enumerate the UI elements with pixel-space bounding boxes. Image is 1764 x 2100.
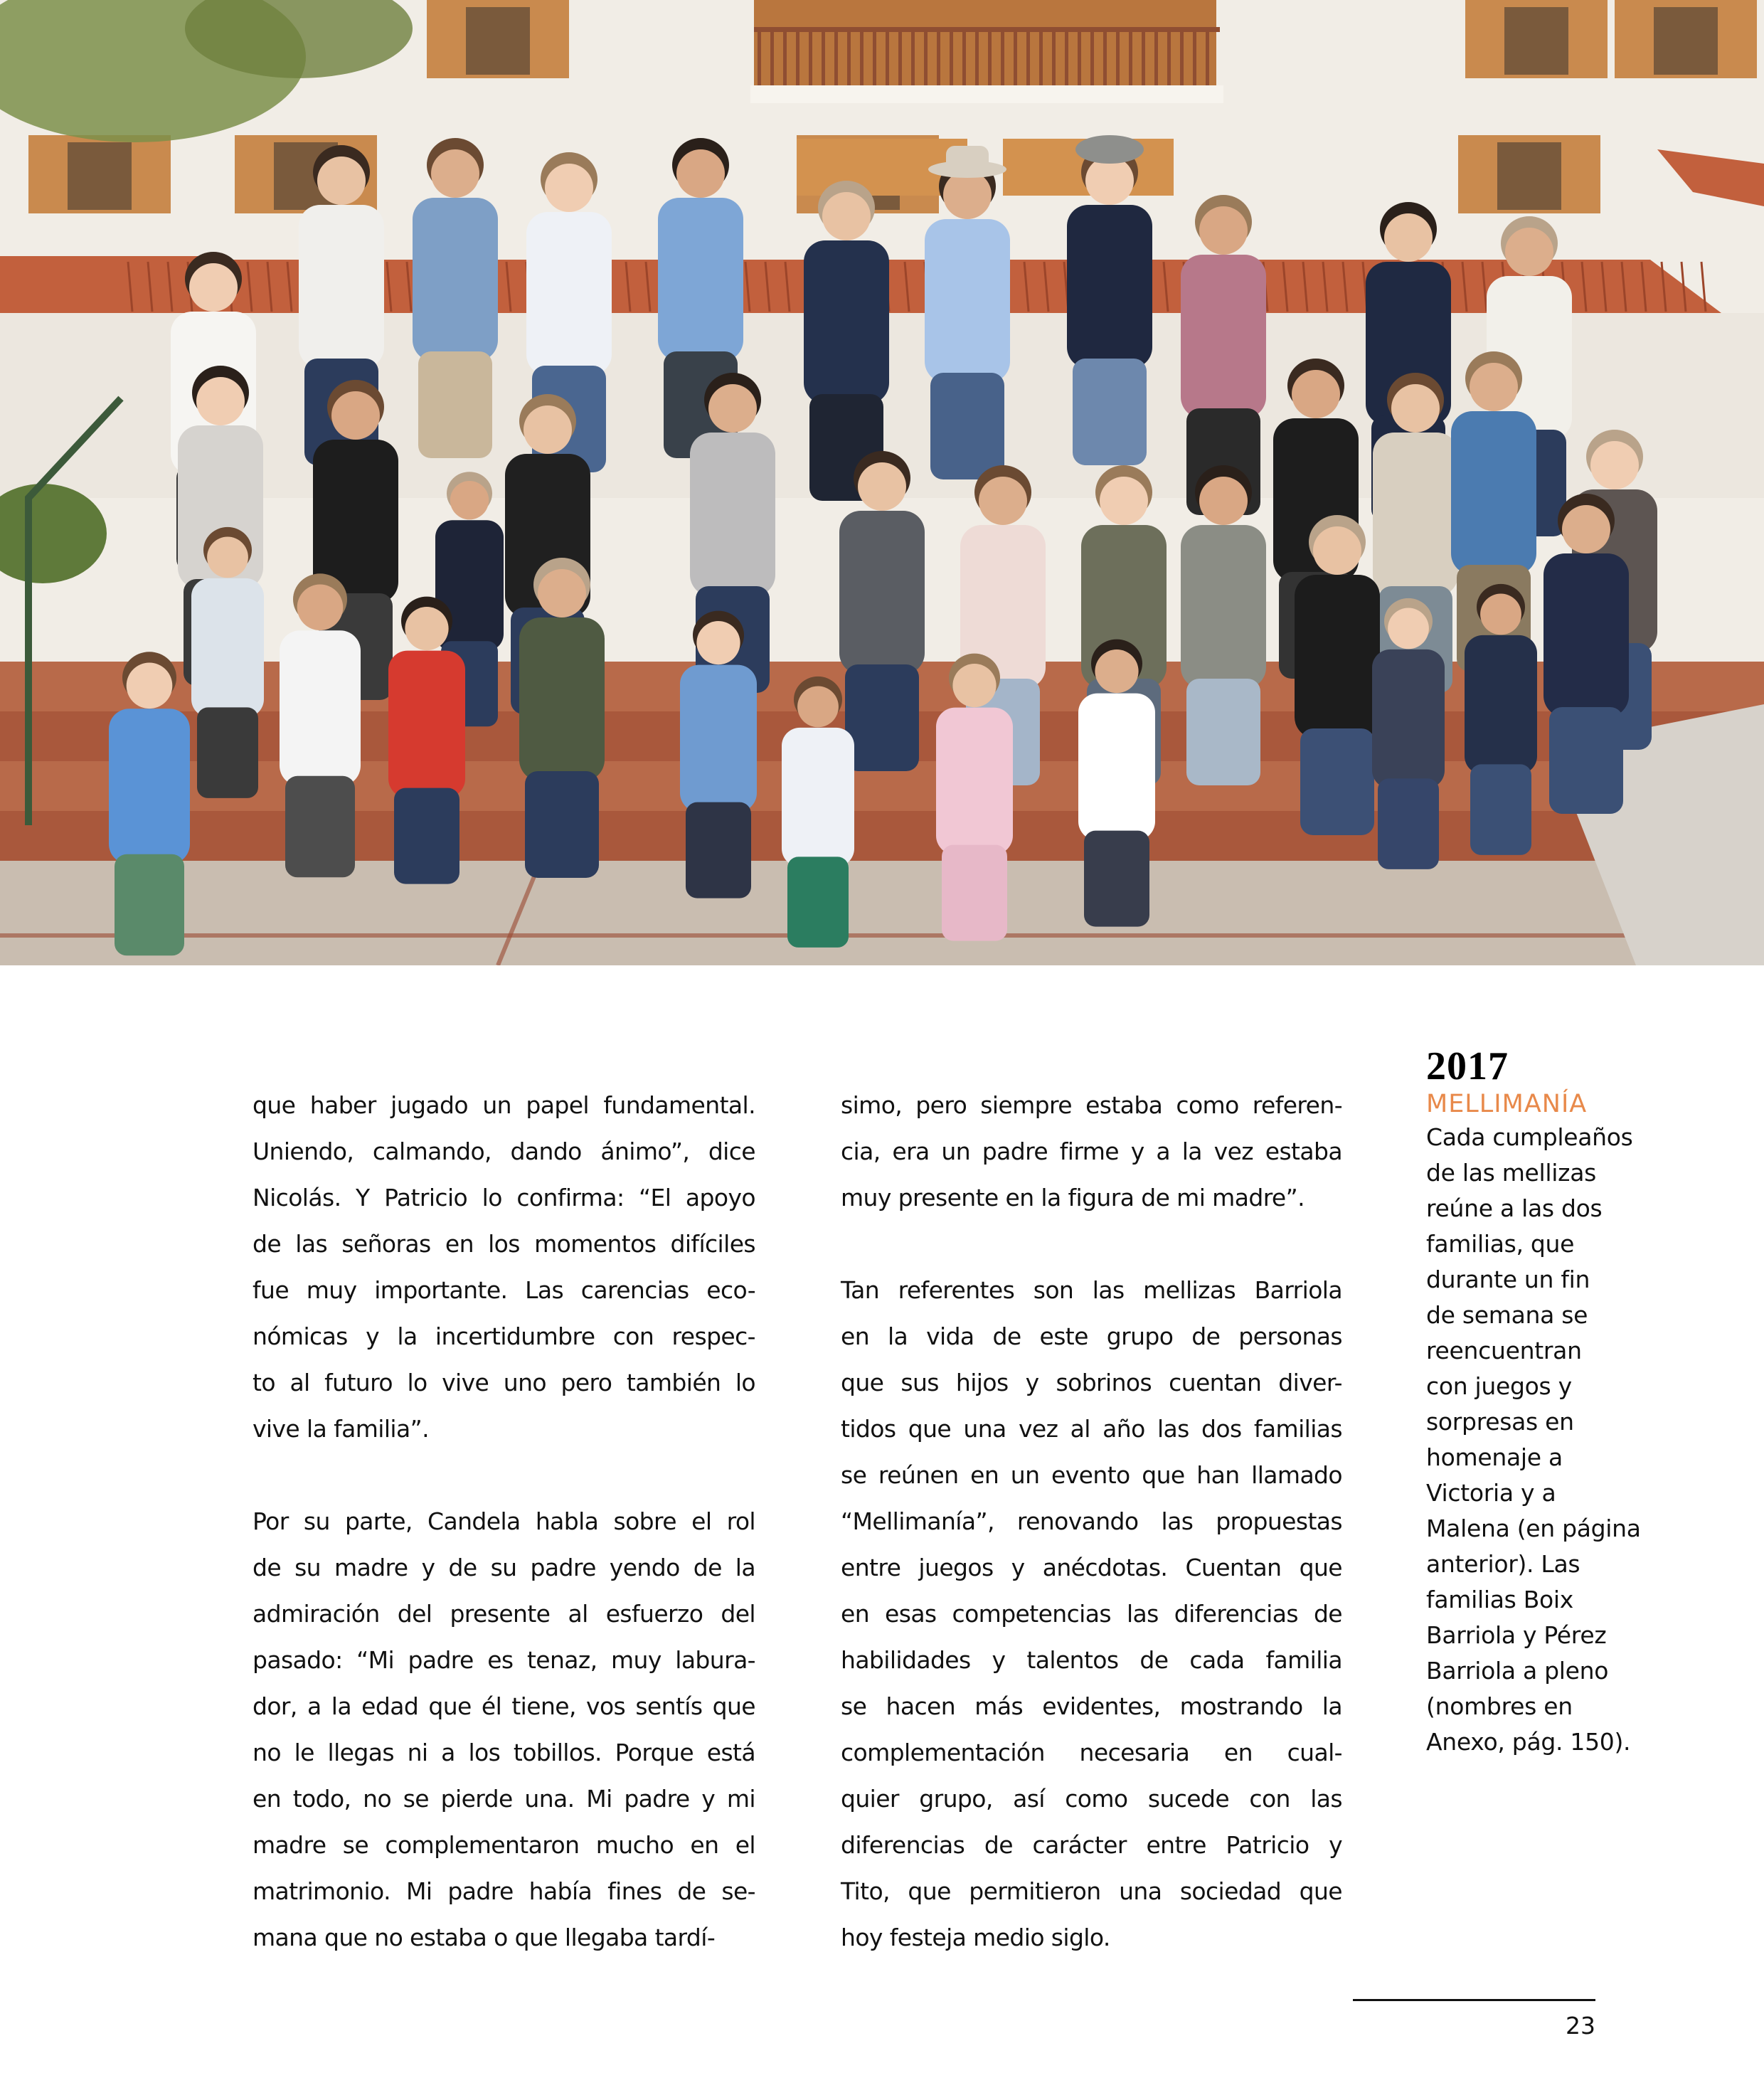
article-text-line: Tan referentes son las mellizas Barriola bbox=[841, 1276, 1342, 1304]
balcony-rail bbox=[1154, 28, 1158, 85]
person-face bbox=[1199, 477, 1248, 525]
person-torso bbox=[1373, 433, 1458, 596]
person-face bbox=[696, 621, 740, 664]
person-face bbox=[1391, 384, 1440, 433]
caption-line: Anexo, pág. 150). bbox=[1426, 1728, 1631, 1756]
caption-line: familias, que bbox=[1426, 1230, 1575, 1258]
article-text-line: vive la familia”. bbox=[253, 1415, 429, 1443]
caption-line: de semana se bbox=[1426, 1301, 1588, 1329]
balcony-rail bbox=[1052, 28, 1056, 85]
person-legs bbox=[285, 776, 355, 878]
person-face bbox=[708, 384, 757, 433]
person-face bbox=[127, 663, 173, 709]
caption-line: de las mellizas bbox=[1426, 1159, 1597, 1187]
person-face bbox=[1562, 505, 1610, 553]
article-text-line: cia, era un padre firme y a la vez estaba bbox=[841, 1138, 1342, 1165]
person-legs bbox=[394, 788, 459, 884]
person-torso bbox=[1078, 694, 1155, 841]
person-legs bbox=[942, 845, 1007, 941]
article-text-line: Tito, que permitieron una sociedad que bbox=[841, 1877, 1342, 1905]
person-legs bbox=[930, 373, 1004, 479]
article-text-line: que sus hijos y sobrinos cuentan diver- bbox=[841, 1369, 1342, 1396]
flat-cap bbox=[1075, 135, 1144, 164]
article-text-line: dor, a la edad que él tiene, vos sentís que bbox=[253, 1692, 755, 1720]
hat-crown bbox=[946, 146, 989, 171]
caption-line: Barriola a pleno bbox=[1426, 1657, 1609, 1685]
person-torso bbox=[526, 212, 612, 376]
group-photo-illustration bbox=[0, 0, 1764, 965]
person-face bbox=[405, 607, 448, 650]
person-torso bbox=[1451, 411, 1536, 575]
balcony-rail bbox=[898, 28, 902, 85]
article-text-line: madre se complementaron mucho en el bbox=[253, 1831, 755, 1859]
person-torso bbox=[690, 433, 775, 596]
person-face bbox=[207, 537, 248, 578]
person-legs bbox=[1300, 728, 1374, 835]
person-torso bbox=[413, 198, 498, 361]
article-text-line: se reúnen en un evento que han llamado bbox=[841, 1461, 1342, 1489]
balcony-rail bbox=[1142, 28, 1145, 85]
caption-line: Barriola y Pérez bbox=[1426, 1621, 1607, 1649]
article-text-line: muy presente en la figura de mi madre”. bbox=[841, 1184, 1305, 1211]
person-legs bbox=[1378, 778, 1439, 869]
person-face bbox=[1388, 608, 1429, 649]
article-text-line: fue muy importante. Las carencias eco- bbox=[253, 1276, 755, 1304]
article-text-line: se hacen más evidentes, mostrando la bbox=[841, 1692, 1342, 1720]
balcony-rail bbox=[962, 28, 966, 85]
person-face bbox=[943, 171, 992, 219]
person-face bbox=[1095, 649, 1138, 693]
person-torso bbox=[388, 651, 465, 798]
person-face bbox=[331, 391, 380, 440]
article-text-line: hoy festeja medio siglo. bbox=[841, 1924, 1110, 1951]
balcony-rail bbox=[924, 28, 928, 85]
balcony-rail bbox=[822, 28, 825, 85]
balcony-rail bbox=[886, 28, 889, 85]
caption-line: reencuentran bbox=[1426, 1337, 1582, 1364]
person-torso bbox=[839, 511, 925, 674]
balcony-rail bbox=[796, 28, 799, 85]
person-legs bbox=[115, 854, 184, 956]
person-face bbox=[538, 569, 586, 617]
balcony-handrail bbox=[754, 27, 1220, 32]
roof-left bbox=[0, 256, 213, 313]
article-text-line: en todo, no se pierde una. Mi padre y mi bbox=[253, 1785, 755, 1813]
window bbox=[1497, 142, 1561, 210]
balcony-rail bbox=[1167, 28, 1171, 85]
person-face bbox=[1480, 594, 1521, 635]
caption-line: sorpresas en bbox=[1426, 1408, 1574, 1436]
person-legs bbox=[1073, 359, 1147, 465]
balcony-rail bbox=[937, 28, 940, 85]
person-torso bbox=[280, 630, 361, 786]
person-face bbox=[797, 686, 839, 728]
caption-line: con juegos y bbox=[1426, 1372, 1572, 1400]
article-text-line: entre juegos y anécdotas. Cuentan que bbox=[841, 1554, 1342, 1581]
article-text-line: habilidades y talentos de cada familia bbox=[841, 1646, 1342, 1674]
person-face bbox=[317, 157, 366, 205]
window bbox=[1504, 7, 1568, 75]
caption-line: Cada cumpleaños bbox=[1426, 1123, 1633, 1151]
caption-line: familias Boix bbox=[1426, 1586, 1574, 1613]
person-torso bbox=[1181, 255, 1266, 418]
article-text-line: nómicas y la incertidumbre con respec- bbox=[253, 1322, 755, 1350]
article-text-line: de su madre y de su padre yendo de la bbox=[253, 1554, 755, 1581]
person-face bbox=[979, 477, 1027, 525]
person-face bbox=[545, 164, 593, 212]
paragraph-gap bbox=[841, 1221, 1342, 1267]
person-torso bbox=[1544, 553, 1629, 717]
balcony-rail bbox=[1014, 28, 1017, 85]
paragraph-gap bbox=[253, 1452, 755, 1498]
person-face bbox=[1085, 157, 1134, 205]
person-torso bbox=[1372, 649, 1445, 789]
person-face bbox=[952, 664, 996, 707]
balcony-slab bbox=[750, 85, 1223, 103]
balcony-rail bbox=[873, 28, 876, 85]
balcony-rail bbox=[1103, 28, 1107, 85]
article-text-line: to al futuro lo vive uno pero también lo bbox=[253, 1369, 755, 1396]
article-text-line: admiración del presente al esfuerzo del bbox=[253, 1600, 755, 1628]
person-face bbox=[858, 462, 906, 511]
article-text-line: matrimonio. Mi padre había fines de se- bbox=[253, 1877, 755, 1905]
balcony-rail bbox=[770, 28, 774, 85]
pavement bbox=[0, 861, 1764, 965]
person-face bbox=[1470, 363, 1518, 411]
caption-line: durante un fin bbox=[1426, 1266, 1590, 1293]
person-torso bbox=[519, 617, 605, 781]
person-legs bbox=[787, 857, 849, 948]
person-face bbox=[1100, 477, 1148, 525]
window bbox=[68, 142, 132, 210]
caption-line: reúne a las dos bbox=[1426, 1194, 1603, 1222]
caption-line: (nombres en bbox=[1426, 1692, 1573, 1720]
window bbox=[466, 7, 530, 75]
person-face bbox=[297, 585, 344, 631]
person-legs bbox=[686, 802, 751, 898]
balcony-rail bbox=[1026, 28, 1030, 85]
person-face bbox=[196, 377, 245, 425]
balcony-rail bbox=[988, 28, 992, 85]
person-face bbox=[1313, 526, 1361, 575]
balcony-rail bbox=[860, 28, 864, 85]
balcony-rail bbox=[1129, 28, 1132, 85]
article-text-line: de las señoras en los momentos difíciles bbox=[253, 1230, 755, 1258]
caption-line: anterior). Las bbox=[1426, 1550, 1580, 1578]
sidebar-year: 2017 bbox=[1426, 1044, 1509, 1088]
balcony-rail bbox=[1001, 28, 1004, 85]
article-text-line: Nicolás. Y Patricio lo confirma: “El apoyo bbox=[253, 1184, 755, 1211]
article-text-line: diferencias de carácter entre Patricio y bbox=[841, 1831, 1342, 1859]
person-torso bbox=[925, 219, 1010, 383]
balcony-rail bbox=[975, 28, 979, 85]
balcony-rail bbox=[758, 28, 761, 85]
sidebar-caption bbox=[1426, 1120, 1654, 1760]
balcony-rail bbox=[1065, 28, 1068, 85]
balcony-rail bbox=[1116, 28, 1120, 85]
sidebar-kicker: MELLIMANÍA bbox=[1426, 1090, 1588, 1118]
balcony-rail bbox=[1193, 28, 1196, 85]
person-legs bbox=[197, 707, 258, 798]
person-torso bbox=[936, 708, 1013, 855]
balcony-rail bbox=[1090, 28, 1094, 85]
person-torso bbox=[191, 578, 264, 718]
person-face bbox=[524, 405, 572, 454]
balcony-rail bbox=[1206, 28, 1209, 85]
person-legs bbox=[1549, 707, 1623, 814]
balcony-rail bbox=[783, 28, 787, 85]
person-torso bbox=[1295, 575, 1380, 738]
person-face bbox=[1384, 213, 1433, 262]
balcony-rail bbox=[1180, 28, 1184, 85]
person-torso bbox=[680, 665, 757, 812]
balcony-rail bbox=[1078, 28, 1081, 85]
person-face bbox=[450, 481, 489, 519]
caption-line: Victoria y a bbox=[1426, 1479, 1556, 1507]
article-text-line: pasado: “Mi padre es tenaz, muy labura- bbox=[253, 1646, 755, 1674]
person-face bbox=[189, 263, 238, 312]
person-torso bbox=[1465, 635, 1537, 775]
timeline-sidebar bbox=[1426, 1044, 1654, 1760]
caption-line: homenaje a bbox=[1426, 1443, 1563, 1471]
article-text-line: en esas competencias las diferencias de bbox=[841, 1600, 1342, 1628]
person-torso bbox=[658, 198, 743, 361]
person-legs bbox=[525, 771, 599, 878]
article-text-line: Por su parte, Candela habla sobre el rol bbox=[253, 1507, 755, 1535]
article-text-line: en la vida de este grupo de personas bbox=[841, 1322, 1342, 1350]
balcony-rail bbox=[847, 28, 851, 85]
article-text-line: Uniendo, calmando, dando ánimo”, dice bbox=[253, 1138, 755, 1165]
person-torso bbox=[804, 240, 889, 404]
article-text-line: tidos que una vez al año las dos familias bbox=[841, 1415, 1342, 1443]
person-torso bbox=[299, 205, 384, 368]
person-torso bbox=[782, 728, 854, 867]
person-legs bbox=[845, 664, 919, 771]
balcony-rail bbox=[950, 28, 953, 85]
person-face bbox=[676, 149, 725, 198]
article-column-left bbox=[253, 1082, 755, 1961]
person-face bbox=[1199, 206, 1248, 255]
group-photo bbox=[0, 0, 1764, 965]
page-number: 23 bbox=[1566, 2012, 1595, 2040]
article-text-line: simo, pero siempre estaba como referen- bbox=[841, 1091, 1342, 1119]
article-text-line: “Mellimanía”, renovando las propuestas bbox=[841, 1507, 1342, 1535]
article-text-line: quier grupo, así como sucede con las bbox=[841, 1785, 1342, 1813]
article-text-line: complementación necesaria en cual- bbox=[841, 1739, 1342, 1766]
person-legs bbox=[1186, 679, 1260, 785]
person-torso bbox=[1181, 525, 1266, 689]
article-text-line: no le llegas ni a los tobillos. Porque está bbox=[253, 1739, 755, 1766]
balcony-rail bbox=[911, 28, 915, 85]
article-column-middle bbox=[841, 1082, 1342, 1961]
balcony-rail bbox=[809, 28, 812, 85]
caption-line: Malena (en página bbox=[1426, 1515, 1641, 1542]
balcony-rail bbox=[834, 28, 838, 85]
person-face bbox=[822, 192, 871, 240]
person-face bbox=[1505, 228, 1553, 276]
person-torso bbox=[1067, 205, 1152, 368]
person-face bbox=[1590, 441, 1639, 489]
article-text-line: que haber jugado un papel fundamental. bbox=[253, 1091, 755, 1119]
window bbox=[1654, 7, 1718, 75]
balcony-rail bbox=[1039, 28, 1043, 85]
person-face bbox=[1292, 370, 1340, 418]
footer-rule bbox=[1353, 1999, 1595, 2001]
person-legs bbox=[418, 351, 492, 458]
person-face bbox=[431, 149, 479, 198]
person-legs bbox=[1470, 764, 1531, 855]
person-torso bbox=[109, 709, 190, 864]
person-legs bbox=[1084, 831, 1149, 927]
article-text-line: mana que no estaba o que llegaba tardí- bbox=[253, 1924, 716, 1951]
